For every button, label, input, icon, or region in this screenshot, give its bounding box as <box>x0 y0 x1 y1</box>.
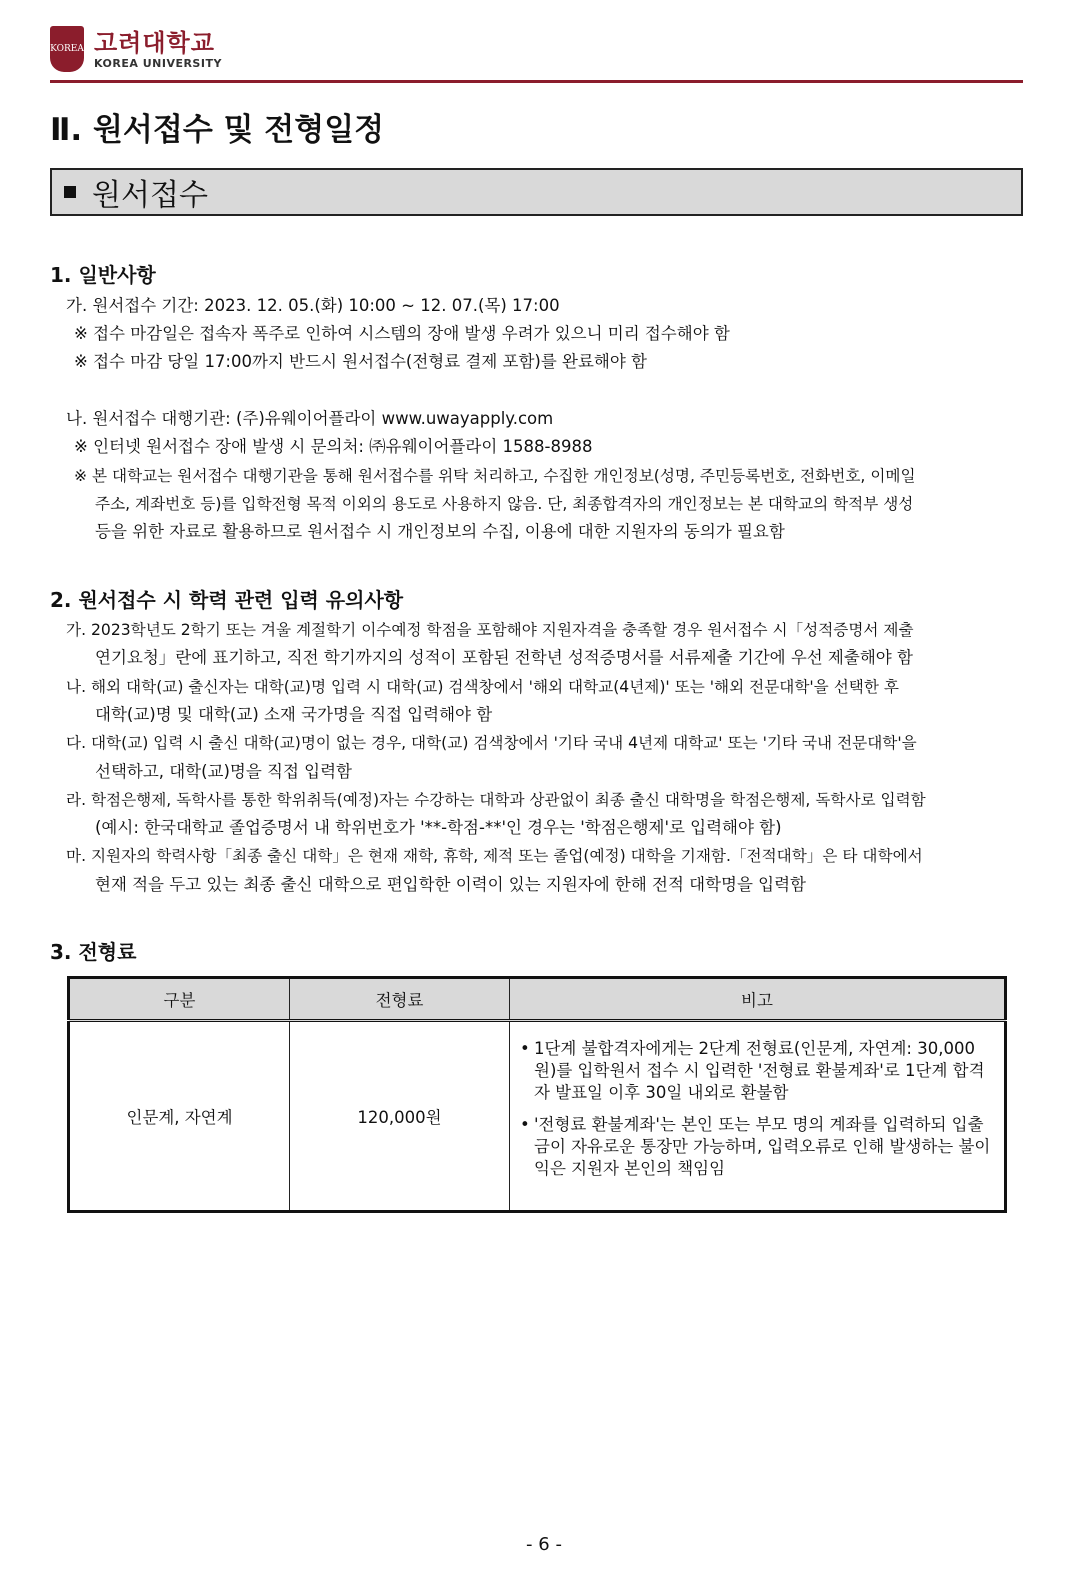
column-header: 전형료 <box>290 978 510 1021</box>
s1-line: 등을 위한 자료로 활용하므로 원서접수 시 개인정보의 수집, 이용에 대한 지원자의 동의가 필요함 <box>95 522 785 541</box>
s1-line: ※ 접수 마감 당일 17:00까지 반드시 원서접수(전형료 결제 포함)를 완료해야 함 <box>74 352 647 371</box>
s2-line: (예시: 한국대학교 졸업증명서 내 학위번호가 '**-학점-**'인 경우는 '학점은행제'로 입력해야 함) <box>95 818 782 837</box>
page-number: - 6 - <box>526 1534 562 1555</box>
square-bullet-icon <box>64 186 76 198</box>
table-header-row <box>69 978 1006 1021</box>
s2-line: 대학(교)명 및 대학(교) 소재 국가명을 직접 입력해야 함 <box>95 705 493 724</box>
header-divider <box>50 80 1023 83</box>
fee-cell: 120,000원 <box>290 1021 510 1212</box>
note-text: '전형료 환불계좌'는 본인 또는 부모 명의 계좌를 입력하되 입출금이 자유로운 통장만 가능하며, 입력오류로 인해 발생하는 불이익은 지원자 본인의 책임임 <box>534 1115 991 1178</box>
s2-line: 라. 학점은행제, 독학사를 통한 학위취득(예정)자는 수강하는 대학과 상관없이 최종 출신 대학명을 학점은행제, 독학사로 입력함 <box>66 791 926 809</box>
s1-line: 나. 원서접수 대행기관: (주)유웨이어플라이 www.uwayapply.com <box>66 409 554 428</box>
fee-table <box>67 976 1007 1213</box>
note-item <box>520 1114 994 1180</box>
table-row <box>69 1021 1006 1212</box>
bullet-icon: • <box>520 1039 530 1058</box>
university-seal-logo <box>50 26 84 72</box>
column-header: 구분 <box>69 978 290 1021</box>
section-3-title: 3. 전형료 <box>50 940 137 964</box>
s2-line: 선택하고, 대학(교)명을 직접 입력함 <box>95 762 352 781</box>
s2-line: 나. 해외 대학(교) 출신자는 대학(교)명 입력 시 대학(교) 검색창에서 '해외 대학교(4년제)' 또는 '해외 전문대학'을 선택한 후 <box>66 678 899 696</box>
page-title: Ⅱ. 원서접수 및 전형일정 <box>50 112 385 148</box>
s2-line: 현재 적을 두고 있는 최종 출신 대학으로 편입학한 이력이 있는 지원자에 한해 전적 대학명을 입력함 <box>95 875 806 894</box>
bullet-icon: • <box>520 1115 530 1134</box>
notes-cell <box>510 1021 1006 1212</box>
s1-line: ※ 접수 마감일은 접속자 폭주로 인하여 시스템의 장애 발생 우려가 있으니 미리 접수해야 함 <box>74 324 730 343</box>
s1-line: ※ 본 대학교는 원서접수 대행기관을 통해 원서접수를 위탁 처리하고, 수집한 개인정보(성명, 주민등록번호, 전화번호, 이메일 <box>74 467 916 485</box>
university-header <box>50 26 222 72</box>
s1-line: ※ 인터넷 원서접수 장애 발생 시 문의처: ㈜유웨이어플라이 1588-8988 <box>74 437 593 456</box>
section-2-title: 2. 원서접수 시 학력 관련 입력 유의사항 <box>50 588 404 612</box>
university-brand <box>94 29 222 70</box>
note-text: 1단계 불합격자에게는 2단계 전형료(인문계, 자연계: 30,000원)를 입학원서 접수 시 입력한 '전형료 환불계좌'로 1단계 합격자 발표일 이후 30일 내외로 환불함 <box>534 1039 985 1102</box>
s2-line: 연기요청」란에 표기하고, 직전 학기까지의 성적이 포함된 전학년 성적증명서를 서류제출 기간에 우선 제출해야 함 <box>95 648 913 667</box>
section-label: 원서접수 <box>92 178 208 213</box>
section-header <box>50 168 1023 216</box>
brand-korean: 고려대학교 <box>94 28 215 57</box>
s1-line: 가. 원서접수 기간: 2023. 12. 05.(화) 10:00 ~ 12. 07.(목) 17:00 <box>66 296 560 315</box>
s2-line: 가. 2023학년도 2학기 또는 겨울 계절학기 이수예정 학점을 포함해야 지원자격을 충족할 경우 원서접수 시「성적증명서 제출 <box>66 621 914 639</box>
s1-line: 주소, 계좌번호 등)를 입학전형 목적 이외의 용도로 사용하지 않음. 단, 최종합격자의 개인정보는 본 대학교의 학적부 생성 <box>95 495 914 513</box>
seal-text: KOREA <box>50 44 84 54</box>
section-1-title: 1. 일반사항 <box>50 263 156 287</box>
s2-line: 마. 지원자의 학력사항「최종 출신 대학」은 현재 재학, 휴학, 제적 또는 졸업(예정) 대학을 기재함.「전적대학」은 타 대학에서 <box>66 847 923 865</box>
category-cell: 인문계, 자연계 <box>69 1021 290 1212</box>
note-item <box>520 1038 994 1104</box>
brand-english: KOREA UNIVERSITY <box>94 56 222 70</box>
s2-line: 다. 대학(교) 입력 시 출신 대학(교)명이 없는 경우, 대학(교) 검색창에서 '기타 국내 4년제 대학교' 또는 '기타 국내 전문대학'을 <box>66 734 917 752</box>
column-header: 비고 <box>510 978 1006 1021</box>
